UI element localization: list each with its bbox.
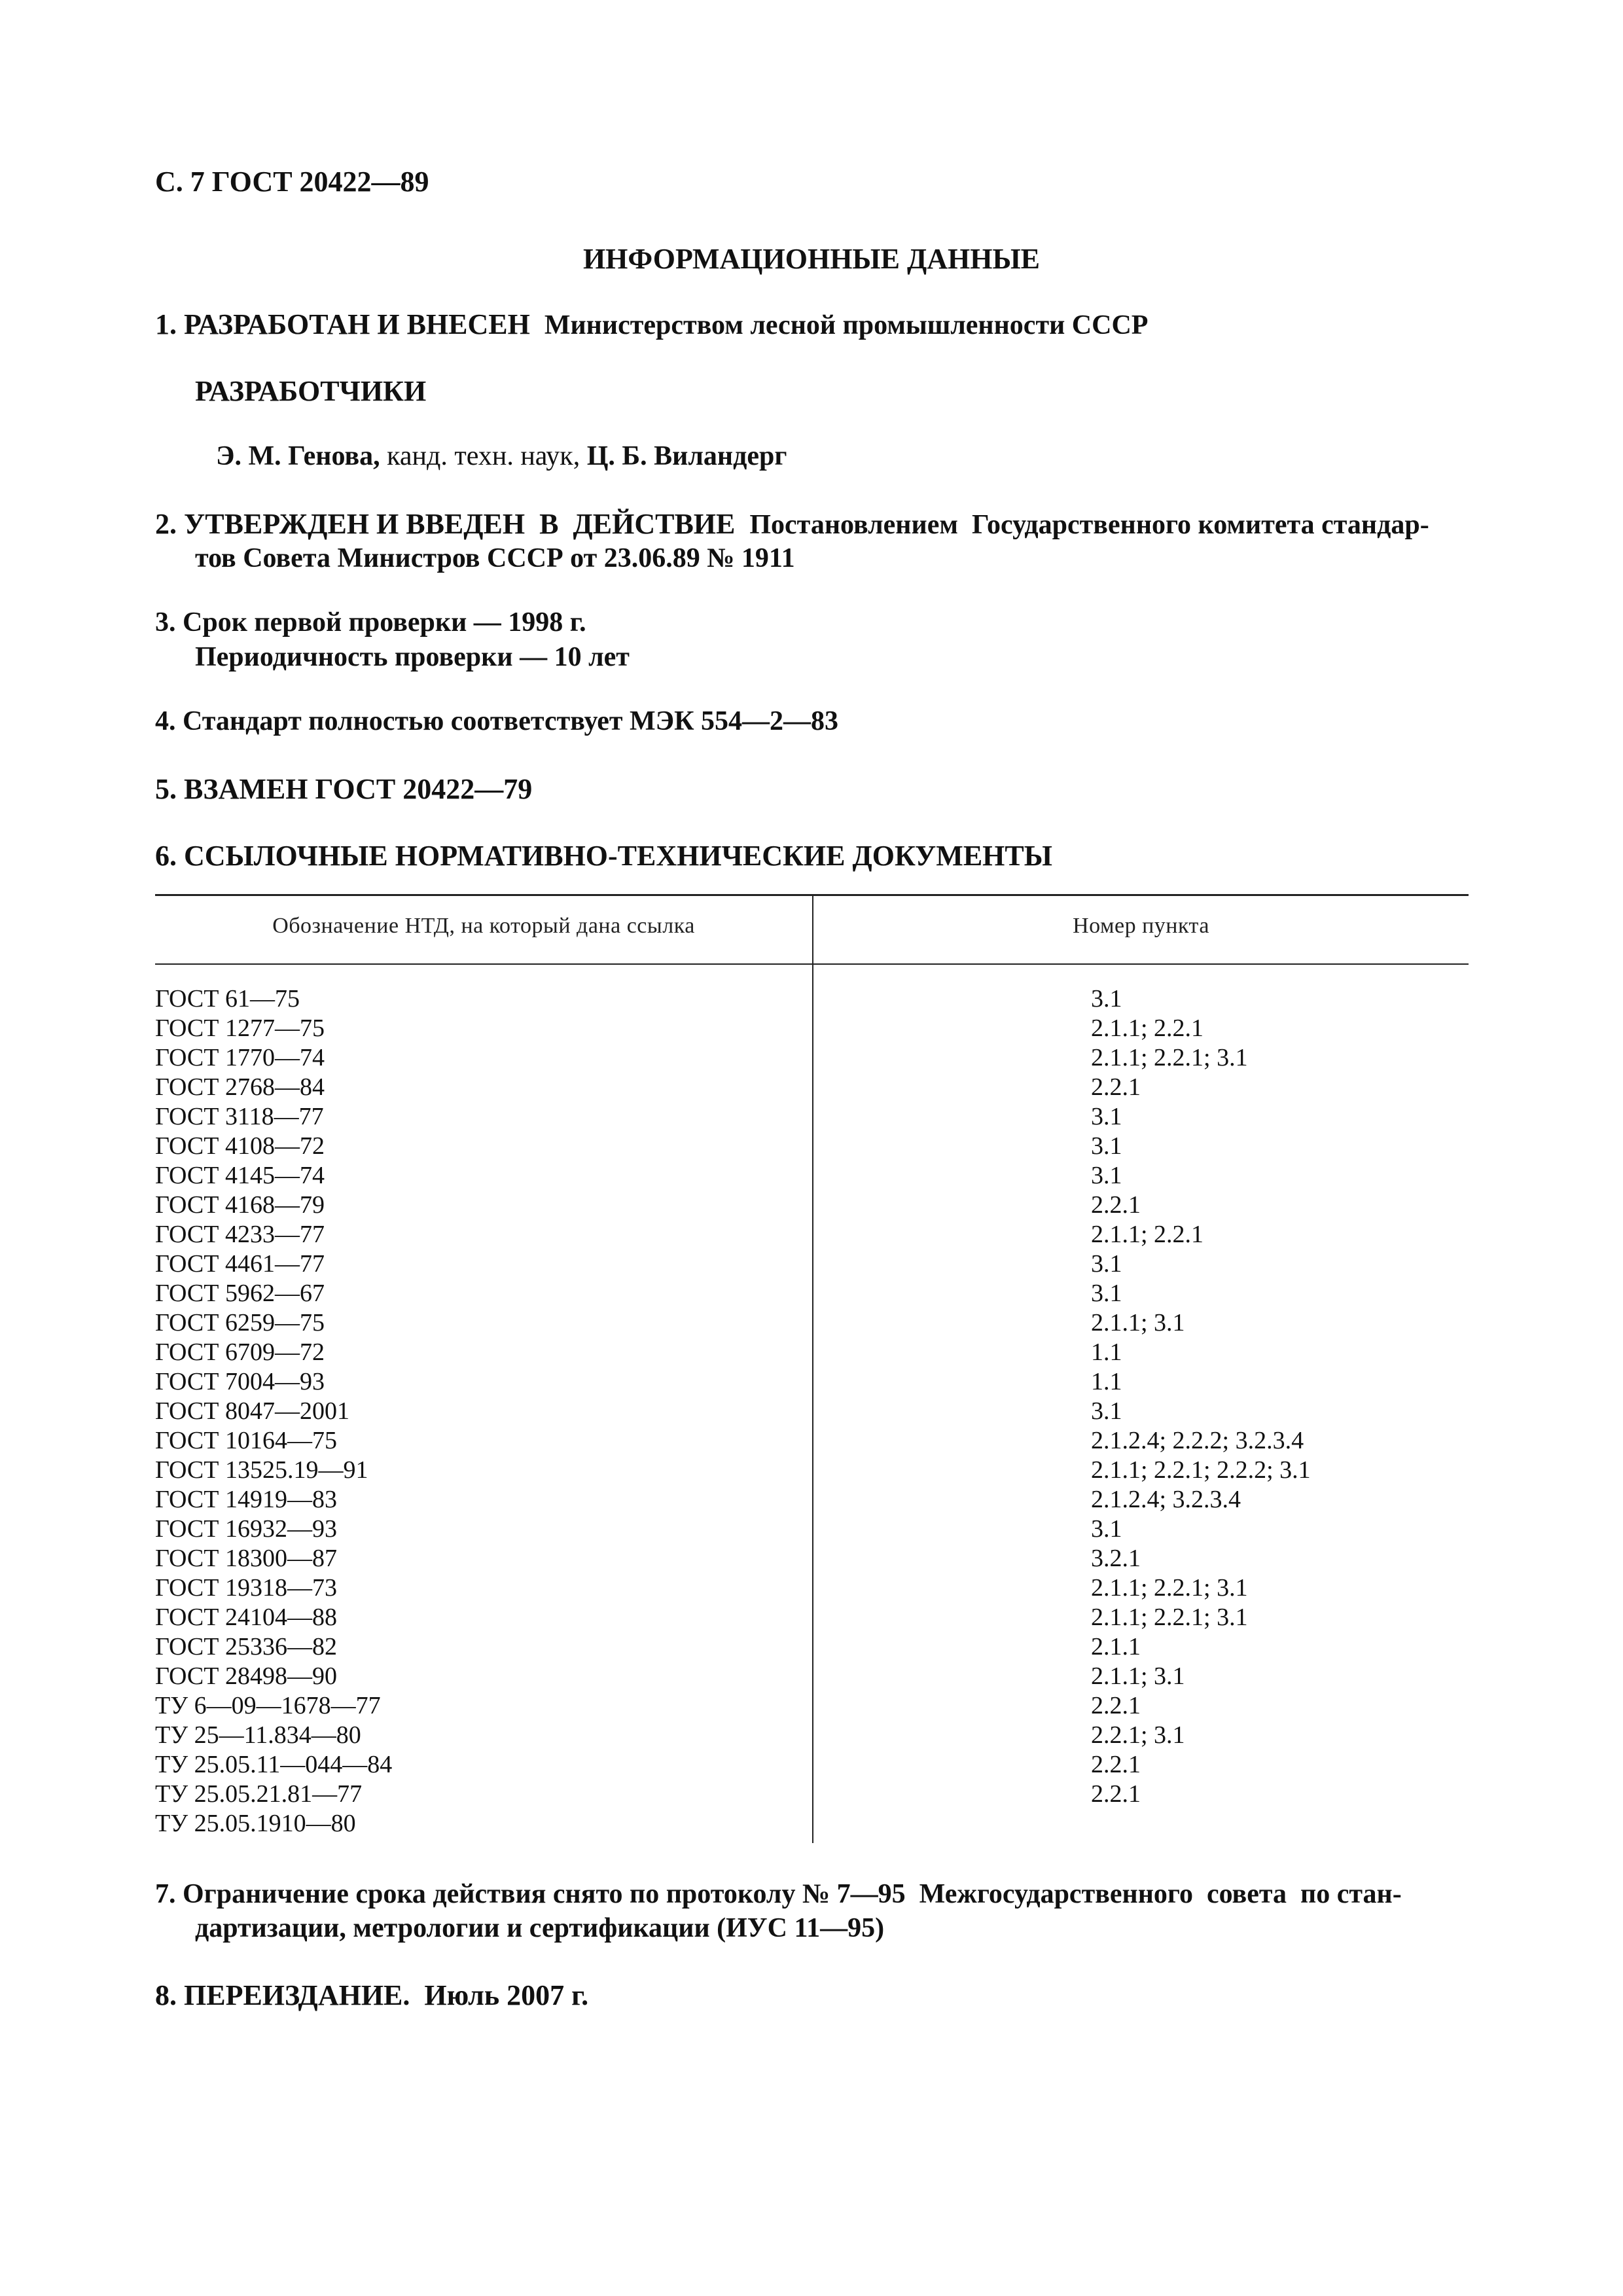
table-cell-clause: 3.1 (1091, 1515, 1122, 1543)
table-cell-document: ТУ 25.05.1910—80 (155, 1810, 356, 1837)
table-cell-document: ГОСТ 13525.19—91 (155, 1456, 368, 1484)
table-cell-document: ГОСТ 4108—72 (155, 1132, 325, 1160)
table-cell-clause: 3.1 (1091, 1103, 1122, 1130)
section-3-line-1: 3. Срок первой проверки — 1998 г. (155, 607, 586, 637)
column-header-clause: Номер пункта (1073, 914, 1209, 938)
table-cell-document: ГОСТ 1277—75 (155, 1014, 325, 1042)
table-cell-clause: 3.1 (1091, 1132, 1122, 1160)
developer-degree: канд. техн. наук, (387, 441, 580, 471)
table-cell-document: ГОСТ 28498—90 (155, 1662, 337, 1690)
table-cell-clause: 2.1.1; 2.2.1 (1091, 1014, 1204, 1042)
section-8: 8. ПЕРЕИЗДАНИЕ. Июль 2007 г. (155, 1979, 589, 2011)
table-cell-clause: 2.1.1; 2.2.1 (1091, 1221, 1204, 1248)
page-title: ИНФОРМАЦИОННЫЕ ДАННЫЕ (582, 243, 1041, 275)
table-cell-document: ГОСТ 3118—77 (155, 1103, 324, 1130)
table-cell-clause: 2.2.1; 3.1 (1091, 1721, 1185, 1749)
table-cell-document: ГОСТ 24104—88 (155, 1604, 337, 1631)
table-cell-document: ГОСТ 4145—74 (155, 1162, 325, 1189)
table-column-separator (812, 894, 813, 1843)
section-2-line-1 (155, 507, 1429, 541)
section-1-number: 1. (155, 308, 177, 340)
section-1-heading: РАЗРАБОТАН И ВНЕСЕН (184, 308, 530, 340)
table-cell-clause: 2.1.1; 3.1 (1091, 1662, 1185, 1690)
section-2-heading: УТВЕРЖДЕН И ВВЕДЕН В ДЕЙСТВИЕ (184, 508, 736, 540)
table-cell-document: ГОСТ 4168—79 (155, 1191, 325, 1219)
table-cell-clause: 2.2.1 (1091, 1692, 1141, 1719)
table-cell-document: ТУ 25.05.11—044—84 (155, 1751, 393, 1778)
table-cell-document: ГОСТ 6259—75 (155, 1309, 325, 1336)
table-cell-document: ГОСТ 10164—75 (155, 1427, 337, 1454)
section-2-line-2: тов Совета Министров СССР от 23.06.89 № 1911 (195, 543, 795, 573)
table-cell-document: ГОСТ 6709—72 (155, 1338, 325, 1366)
table-cell-document: ГОСТ 8047—2001 (155, 1397, 349, 1425)
table-cell-document: ГОСТ 5962—67 (155, 1280, 325, 1307)
developer-name-1: Э. М. Генова, (216, 441, 380, 471)
table-cell-document: ГОСТ 1770—74 (155, 1044, 325, 1071)
table-cell-clause: 2.1.1; 2.2.1; 3.1 (1091, 1574, 1248, 1602)
table-cell-document: ГОСТ 2768—84 (155, 1073, 325, 1101)
table-cell-clause: 2.1.1 (1091, 1633, 1141, 1660)
developer-name-2: Ц. Б. Виландерг (586, 441, 787, 471)
table-cell-document: ГОСТ 61—75 (155, 985, 300, 1013)
table-cell-clause: 2.1.1; 2.2.1; 3.1 (1091, 1604, 1248, 1631)
table-cell-clause: 3.1 (1091, 1280, 1122, 1307)
section-6-heading: 6. ССЫЛОЧНЫЕ НОРМАТИВНО-ТЕХНИЧЕСКИЕ ДОКУМЕНТЫ (155, 840, 1052, 872)
document-column (155, 984, 392, 1839)
references-table (155, 894, 1469, 1843)
table-cell-document: ТУ 6—09—1678—77 (155, 1692, 381, 1719)
section-3-line-2: Периодичность проверки — 10 лет (195, 642, 630, 672)
section-2-number: 2. (155, 508, 177, 540)
table-cell-clause: 2.1.1; 3.1 (1091, 1309, 1185, 1336)
table-cell-clause: 2.1.2.4; 3.2.3.4 (1091, 1486, 1241, 1513)
table-cell-clause: 3.1 (1091, 1397, 1122, 1425)
table-cell-document: ТУ 25—11.834—80 (155, 1721, 361, 1749)
developers-line (216, 440, 787, 472)
table-cell-document: ГОСТ 16932—93 (155, 1515, 337, 1543)
table-cell-clause: 2.2.1 (1091, 1191, 1141, 1219)
section-1 (155, 308, 1148, 341)
table-cell-clause: 2.1.1; 2.2.1; 2.2.2; 3.1 (1091, 1456, 1311, 1484)
table-cell-document: ГОСТ 19318—73 (155, 1574, 337, 1602)
table-cell-document: ГОСТ 4461—77 (155, 1250, 325, 1278)
section-2-text: Постановлением Государственного комитета стандар- (749, 510, 1429, 540)
table-cell-document: ТУ 25.05.21.81—77 (155, 1780, 363, 1808)
table-cell-clause: 2.2.1 (1091, 1780, 1141, 1808)
table-cell-clause: 2.1.2.4; 2.2.2; 3.2.3.4 (1091, 1427, 1304, 1454)
table-cell-document: ГОСТ 4233—77 (155, 1221, 325, 1248)
column-header-document: Обозначение НТД, на который дана ссылка (272, 914, 695, 938)
section-1-text: Министерством лесной промышленности СССР (544, 310, 1149, 340)
page-header: С. 7 ГОСТ 20422—89 (155, 166, 429, 198)
table-cell-clause: 2.1.1; 2.2.1; 3.1 (1091, 1044, 1248, 1071)
table-cell-document: ГОСТ 25336—82 (155, 1633, 337, 1660)
section-7-line-2: дартизации, метрологии и сертификации (ИУС 11—95) (195, 1913, 885, 1943)
table-cell-clause: 3.1 (1091, 1162, 1122, 1189)
clause-column (1091, 984, 1311, 1809)
table-cell-clause: 1.1 (1091, 1368, 1122, 1395)
table-cell-clause: 1.1 (1091, 1338, 1122, 1366)
section-4: 4. Стандарт полностью соответствует МЭК 554—2—83 (155, 706, 839, 736)
table-cell-clause: 2.2.1 (1091, 1073, 1141, 1101)
table-cell-document: ГОСТ 7004—93 (155, 1368, 325, 1395)
table-cell-document: ГОСТ 18300—87 (155, 1545, 337, 1572)
table-cell-clause: 3.2.1 (1091, 1545, 1141, 1572)
table-cell-clause: 3.1 (1091, 985, 1122, 1013)
table-cell-clause: 2.2.1 (1091, 1751, 1141, 1778)
table-cell-clause: 3.1 (1091, 1250, 1122, 1278)
table-cell-document: ГОСТ 14919—83 (155, 1486, 337, 1513)
section-5: 5. ВЗАМЕН ГОСТ 20422—79 (155, 773, 533, 805)
section-7-line-1: 7. Ограничение срока действия снято по протоколу № 7—95 Межгосударственного совета по стан- (155, 1879, 1402, 1909)
developers-label: РАЗРАБОТЧИКИ (195, 375, 427, 407)
